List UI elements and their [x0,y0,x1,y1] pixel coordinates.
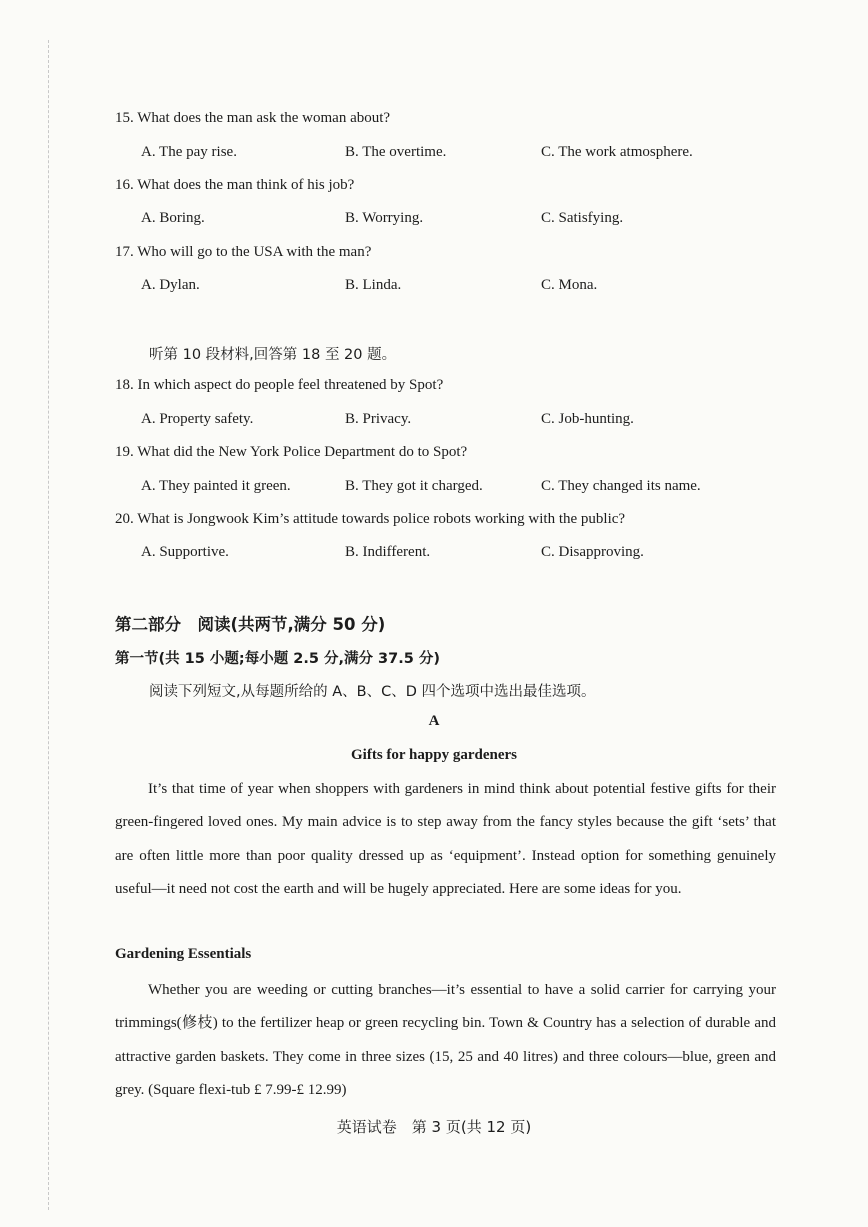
question-17-option-a: A. Dylan. [141,277,200,293]
passage-subheading: Gardening Essentials [115,946,252,962]
question-16-option-c: C. Satisfying. [541,210,624,226]
question-17-option-c: C. Mona. [541,277,598,293]
question-18-option-c: C. Job-hunting. [541,411,634,427]
question-18-option-b: B. Privacy. [345,411,412,427]
section-title: 第二部分 阅读(共两节,满分 50 分) [115,615,386,634]
passage-letter: A [428,713,440,729]
binding-margin-line [48,40,49,1210]
reading-instruction: 阅读下列短文,从每题所给的 A、B、C、D 四个选项中选出最佳选项。 [149,684,596,700]
question-15-option-b: B. The overtime. [345,144,447,160]
passage-title: Gifts for happy gardeners [351,747,517,763]
question-18-stem: 18. In which aspect do people feel threatened by Spot? [115,377,444,393]
question-19-stem: 19. What did the New York Police Department do to Spot? [115,444,468,460]
question-20-option-b: B. Indifferent. [345,544,431,560]
question-16-option-b: B. Worrying. [345,210,424,226]
question-20-stem: 20. What is Jongwook Kim’s attitude towards police robots working with the public? [115,511,626,527]
question-19-option-c: C. They changed its name. [541,478,701,494]
question-17-option-b: B. Linda. [345,277,402,293]
listening-instruction: 听第 10 段材料,回答第 18 至 20 题。 [149,347,397,363]
question-16-stem: 16. What does the man think of his job? [115,177,355,193]
question-16-option-a: A. Boring. [141,210,205,226]
question-20-option-c: C. Disapproving. [541,544,644,560]
question-19-option-b: B. They got it charged. [345,478,483,494]
question-20-option-a: A. Supportive. [141,544,229,560]
section-subtitle: 第一节(共 15 小题;每小题 2.5 分,满分 37.5 分) [115,651,440,667]
passage-paragraph-1: It’s that time of year when shoppers with gardeners in mind think about potential festive gifts for their green-fingered loved ones. My main advice is to step away from the fancy styles because the gift ‘sets’ that are often little more than poor quality dressed up as ‘equipment’. Instead option for something genuinely useful—it need not cost the earth and will be hugely appreciated. Here are some ideas for you. [115,781,776,898]
question-18-option-a: A. Property safety. [141,411,254,427]
page-footer: 英语试卷 第 3 页(共 12 页) [336,1118,532,1136]
question-15-option-c: C. The work atmosphere. [541,144,693,160]
question-15-option-a: A. The pay rise. [141,144,237,160]
question-17-stem: 17. Who will go to the USA with the man? [115,244,372,260]
question-15-stem: 15. What does the man ask the woman about? [115,110,391,126]
passage-paragraph-2: Whether you are weeding or cutting branches—it’s essential to have a solid carrier for carrying your trimmings(修枝) to the fertilizer heap or green recycling bin. Town & Country has a selection of durable and attractive garden baskets. They come in three sizes (15, 25 and 40 litres) and three colours—blue, green and grey. (Square flexi-tub £ 7.99-£ 12.99) [115,982,776,1099]
question-19-option-a: A. They painted it green. [141,478,291,494]
